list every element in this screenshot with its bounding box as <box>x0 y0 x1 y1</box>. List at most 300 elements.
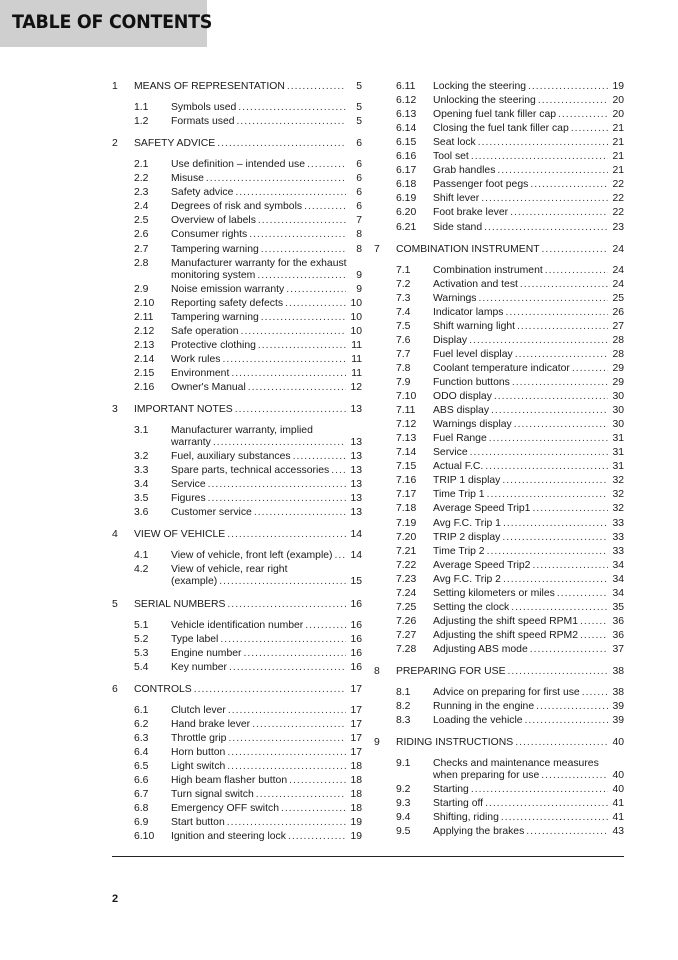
toc-entry-number: 7.21 <box>396 545 417 557</box>
toc-subsection-entry[interactable] <box>112 647 362 660</box>
toc-subsection-entry[interactable] <box>112 158 362 171</box>
toc-entry-number: 3.2 <box>134 451 149 463</box>
toc-dot-leader <box>510 206 608 219</box>
toc-entry-number: 6.5 <box>134 761 149 772</box>
toc-subsection-entry[interactable] <box>112 172 362 185</box>
toc-subsection-entry[interactable] <box>374 122 624 135</box>
toc-dot-leader <box>307 158 346 171</box>
toc-entry-label: Work rules <box>171 353 221 365</box>
toc-dot-leader <box>258 214 346 227</box>
toc-section-entry[interactable] <box>112 80 362 93</box>
toc-subsection-entry[interactable] <box>374 94 624 107</box>
toc-entry-label: Safe operation <box>171 325 239 337</box>
toc-entry-page: 18 <box>350 803 362 815</box>
toc-section-entry[interactable] <box>112 683 362 696</box>
toc-entry-number: 2.6 <box>134 229 149 241</box>
toc-entry-label: Tampering warning <box>171 311 259 323</box>
toc-dot-leader <box>286 283 346 296</box>
toc-entry-number: 4.2 <box>134 564 149 576</box>
toc-subsection-entry[interactable] <box>374 601 624 614</box>
toc-entry-label: Adjusting ABS mode <box>433 643 528 655</box>
toc-entry-label: Warnings <box>433 292 477 304</box>
toc-entry-label: Avg F.C. Trip 1 <box>433 517 501 529</box>
toc-entry-number: 2.5 <box>134 215 149 227</box>
toc-entry-label: Customer service <box>171 507 252 519</box>
toc-entry-page: 9 <box>356 283 362 295</box>
toc-entry-page: 32 <box>612 503 624 515</box>
toc-entry-page: 19 <box>612 81 624 92</box>
toc-entry-label: Average Speed Trip1 <box>433 503 531 515</box>
toc-entry-number: 6.2 <box>134 718 149 730</box>
toc-entry-number: 7.14 <box>396 447 417 459</box>
toc-entry-number: 6.19 <box>396 193 417 205</box>
toc-entry-number: 2.16 <box>134 381 155 393</box>
toc-dot-leader <box>515 736 608 749</box>
toc-entry-page: 19 <box>350 817 362 829</box>
toc-entry-page: 22 <box>612 179 624 191</box>
toc-entry-number: 6.20 <box>396 207 417 219</box>
toc-subsection-entry[interactable] <box>112 353 362 366</box>
toc-section-entry[interactable] <box>112 137 362 150</box>
toc-subsection-entry[interactable] <box>374 264 624 277</box>
toc-entry-label: TRIP 1 display <box>433 475 501 487</box>
toc-entry-page: 20 <box>612 109 624 121</box>
toc-subsection-entry[interactable] <box>112 506 362 519</box>
toc-subsection-entry[interactable] <box>374 178 624 191</box>
toc-entry-page: 33 <box>612 531 624 543</box>
toc-subsection-entry[interactable] <box>112 830 362 843</box>
toc-subsection-entry[interactable] <box>374 136 624 149</box>
toc-subsection-entry[interactable] <box>374 221 624 234</box>
toc-subsection-entry[interactable] <box>374 292 624 305</box>
toc-entry-page: 32 <box>612 489 624 501</box>
toc-dot-leader <box>514 418 608 431</box>
toc-dot-leader <box>536 700 608 713</box>
toc-dot-leader <box>538 94 608 107</box>
toc-entry-page: 38 <box>612 666 624 677</box>
toc-entry-number: 5.4 <box>134 661 149 673</box>
toc-entry-number: 6.16 <box>396 151 417 163</box>
toc-subsection-entry[interactable] <box>112 492 362 505</box>
toc-entry-page: 5 <box>356 81 362 92</box>
toc-entry-number: 2.11 <box>134 311 154 323</box>
toc-dot-leader <box>542 243 608 256</box>
toc-dot-leader <box>256 788 346 801</box>
toc-entry-label: Grab handles <box>433 165 496 177</box>
toc-entry-label: Manufacturer warranty for the exhaust <box>171 257 347 269</box>
toc-subsection-entry[interactable] <box>374 502 624 515</box>
toc-entry-number: 7.16 <box>396 475 417 487</box>
toc-entry-label: Protective clothing <box>171 339 256 351</box>
toc-subsection-entry[interactable] <box>112 325 362 338</box>
toc-entry-page: 13 <box>350 437 362 449</box>
toc-entry-label: Symbols used <box>171 102 237 114</box>
toc-subsection-entry[interactable] <box>374 278 624 291</box>
toc-subsection-entry[interactable] <box>112 228 362 241</box>
toc-dot-leader <box>227 816 346 829</box>
toc-entry-label: Shift lever <box>433 193 480 205</box>
toc-entry-page: 8 <box>356 229 362 241</box>
toc-entry-label: Passenger foot pegs <box>433 179 529 191</box>
toc-entry-number: 7.27 <box>396 629 417 641</box>
toc-subsection-entry[interactable] <box>112 101 362 114</box>
toc-entry-page: 12 <box>350 381 362 393</box>
toc-subsection-entry[interactable] <box>112 381 362 394</box>
toc-subsection-entry[interactable] <box>374 348 624 361</box>
toc-subsection-entry[interactable] <box>374 206 624 219</box>
toc-entry-label: Consumer rights <box>171 229 248 241</box>
toc-entry-number: 7.3 <box>396 292 411 304</box>
toc-entry-label: Starting <box>433 784 469 796</box>
toc-entry-number: 7.9 <box>396 377 411 388</box>
toc-subsection-entry[interactable] <box>112 200 362 213</box>
toc-entry-page: 22 <box>612 207 624 219</box>
toc-entry-number: 9 <box>374 737 380 749</box>
toc-entry-continuation[interactable] <box>374 769 624 782</box>
toc-entry-number: 7.17 <box>396 489 417 501</box>
toc-entry-page: 10 <box>350 297 362 309</box>
toc-entry-page: 23 <box>612 221 624 233</box>
toc-section-entry[interactable] <box>374 736 624 749</box>
toc-subsection-entry[interactable] <box>374 150 624 163</box>
toc-entry-label: SAFETY ADVICE <box>134 138 216 150</box>
toc-subsection-entry[interactable] <box>374 334 624 347</box>
toc-subsection-entry[interactable] <box>374 376 624 389</box>
toc-entry-page: 34 <box>612 573 624 585</box>
toc-entry-number: 2.4 <box>134 201 149 213</box>
toc-entry-page: 10 <box>350 311 362 323</box>
toc-dot-leader <box>471 783 608 796</box>
toc-entry-page: 16 <box>350 598 362 610</box>
toc-subsection-entry[interactable] <box>374 700 624 713</box>
toc-dot-leader <box>503 517 608 530</box>
toc-dot-leader <box>470 446 608 459</box>
toc-subsection-entry[interactable] <box>112 732 362 745</box>
toc-subsection-entry[interactable] <box>374 446 624 459</box>
toc-entry-label: Use definition – intended use <box>171 159 306 171</box>
toc-entry-number: 2.7 <box>134 243 149 255</box>
toc-dot-leader <box>541 769 608 782</box>
toc-entry-page: 33 <box>612 545 624 557</box>
toc-section-entry[interactable] <box>374 243 624 256</box>
toc-dot-leader <box>249 228 346 241</box>
toc-entry-label: Shift warning light <box>433 320 516 332</box>
toc-subsection-entry[interactable] <box>374 474 624 487</box>
toc-entry-number: 7.22 <box>396 559 417 571</box>
toc-dot-leader <box>520 278 608 291</box>
toc-subsection-entry[interactable] <box>374 306 624 319</box>
toc-entry-page: 34 <box>612 587 624 599</box>
toc-entry-page: 36 <box>612 615 624 627</box>
toc-dot-leader <box>238 101 346 114</box>
toc-entry-label: MEANS OF REPRESENTATION <box>134 81 285 92</box>
toc-subsection-entry[interactable] <box>374 390 624 403</box>
toc-entry-page: 17 <box>350 746 362 758</box>
toc-entry-label: ABS display <box>433 405 490 417</box>
toc-subsection-entry[interactable] <box>374 797 624 810</box>
toc-entry-page: 27 <box>612 320 624 332</box>
toc-entry-number: 7.18 <box>396 503 417 515</box>
toc-subsection-entry[interactable] <box>374 488 624 501</box>
toc-subsection-entry[interactable] <box>374 643 624 656</box>
toc-subsection-entry[interactable] <box>374 80 624 93</box>
toc-entry-label: Actual F.C. <box>433 461 484 473</box>
toc-subsection-entry[interactable] <box>112 760 362 773</box>
toc-entry-label: Degrees of risk and symbols <box>171 201 303 213</box>
toc-entry-number: 2.8 <box>134 257 149 269</box>
toc-entry-number: 2.1 <box>134 159 149 171</box>
toc-subsection-entry[interactable] <box>112 186 362 199</box>
toc-dot-leader <box>227 528 346 541</box>
toc-subsection-entry[interactable] <box>374 825 624 838</box>
toc-subsection-entry[interactable] <box>374 164 624 177</box>
toc-entry-label: Running in the engine <box>433 701 535 713</box>
toc-dot-leader <box>304 200 346 213</box>
toc-subsection-entry[interactable] <box>374 686 624 699</box>
toc-subsection-entry[interactable] <box>112 450 362 463</box>
toc-dot-leader <box>485 797 608 810</box>
toc-entry-page: 11 <box>351 367 362 379</box>
toc-entry-number: 7.5 <box>396 320 411 332</box>
toc-entry-number: 7.7 <box>396 348 411 360</box>
toc-dot-leader <box>285 297 346 310</box>
toc-entry-page: 21 <box>612 137 624 149</box>
toc-entry-continuation[interactable] <box>112 436 362 449</box>
toc-section-entry[interactable] <box>374 665 624 678</box>
toc-subsection-entry[interactable] <box>112 802 362 815</box>
toc-subsection-entry[interactable] <box>112 704 362 717</box>
toc-entry-number: 2.12 <box>134 325 155 337</box>
toc-entry-number: 8.2 <box>396 701 411 713</box>
toc-entry-label: RIDING INSTRUCTIONS <box>396 737 514 749</box>
toc-entry-label: IMPORTANT NOTES <box>134 404 233 415</box>
toc-entry-number: 6.10 <box>134 831 155 843</box>
toc-dot-leader <box>206 172 346 185</box>
toc-subsection-entry[interactable] <box>374 587 624 600</box>
toc-dot-leader <box>503 573 608 586</box>
toc-subsection-entry[interactable] <box>374 517 624 530</box>
toc-subsection-entry[interactable] <box>112 311 362 324</box>
toc-dot-leader <box>525 714 608 727</box>
toc-dot-leader <box>545 264 608 277</box>
toc-entry-label: Service <box>433 447 468 459</box>
toc-entry-number: 7.20 <box>396 531 417 543</box>
toc-entry-number: 7.19 <box>396 517 417 529</box>
toc-entry-page: 26 <box>612 306 624 318</box>
toc-subsection-entry[interactable] <box>374 545 624 558</box>
toc-entry-label: Horn button <box>171 746 226 758</box>
toc-entry-label: Turn signal switch <box>171 789 254 801</box>
toc-subsection-entry[interactable] <box>374 320 624 333</box>
toc-entry-label: Fuel level display <box>433 348 513 360</box>
toc-entry-number: 9.4 <box>396 812 411 824</box>
toc-entry-label: (example) <box>171 576 218 588</box>
toc-entry-label: Coolant temperature indicator <box>433 362 570 374</box>
toc-entry-label: Ignition and steering lock <box>171 831 286 843</box>
toc-entry-page: 16 <box>350 661 362 673</box>
toc-entry-continuation[interactable] <box>112 575 362 588</box>
toc-entry-number: 2.13 <box>134 339 155 351</box>
toc-dot-leader <box>580 615 608 628</box>
toc-subsection-entry[interactable] <box>374 531 624 544</box>
toc-entry-number: 1.1 <box>134 102 149 114</box>
toc-dot-leader <box>494 390 608 403</box>
toc-subsection-entry[interactable] <box>112 283 362 296</box>
toc-dot-leader <box>511 601 608 614</box>
toc-subsection-entry[interactable] <box>374 629 624 642</box>
toc-entry-number: 7.10 <box>396 391 417 403</box>
toc-entry-page: 41 <box>612 812 624 824</box>
toc-dot-leader <box>257 269 346 282</box>
toc-subsection-entry[interactable] <box>112 774 362 787</box>
toc-entry-page: 16 <box>350 647 362 659</box>
toc-dot-leader <box>288 830 346 843</box>
toc-subsection-entry[interactable] <box>374 811 624 824</box>
toc-subsection-entry[interactable] <box>112 788 362 801</box>
toc-subsection-entry[interactable] <box>374 404 624 417</box>
toc-subsection-entry[interactable] <box>112 367 362 380</box>
toc-dot-leader <box>208 492 346 505</box>
toc-subsection-entry[interactable] <box>374 418 624 431</box>
toc-subsection-entry[interactable] <box>112 214 362 227</box>
toc-dot-leader <box>571 122 608 135</box>
toc-dot-leader <box>469 334 608 347</box>
toc-entry-number: 7.1 <box>396 264 411 276</box>
toc-entry-page: 17 <box>350 732 362 744</box>
toc-subsection-entry[interactable] <box>374 460 624 473</box>
toc-dot-leader <box>528 80 608 93</box>
toc-entry-number: 7.6 <box>396 334 411 346</box>
toc-dot-leader <box>532 559 608 572</box>
toc-entry-number: 2.9 <box>134 283 149 295</box>
toc-subsection-entry[interactable] <box>374 108 624 121</box>
toc-dot-leader <box>231 367 346 380</box>
toc-subsection-entry[interactable] <box>374 362 624 375</box>
toc-subsection-entry[interactable] <box>112 464 362 477</box>
toc-subsection-entry[interactable] <box>112 549 362 562</box>
toc-subsection-entry[interactable] <box>374 559 624 572</box>
toc-subsection-entry[interactable] <box>374 432 624 445</box>
toc-subsection-entry[interactable] <box>112 339 362 352</box>
toc-entry-label: Environment <box>171 367 230 379</box>
toc-dot-leader <box>194 683 346 696</box>
page-title: TABLE OF CONTENTS <box>12 11 213 33</box>
toc-entry-number: 3.6 <box>134 507 149 519</box>
toc-entry-label: VIEW OF VEHICLE <box>134 529 226 541</box>
toc-entry-number: 3.4 <box>134 479 149 491</box>
toc-entry-page: 39 <box>612 715 624 727</box>
toc-entry-number: 7.8 <box>396 362 411 374</box>
toc-subsection-entry[interactable] <box>374 615 624 628</box>
toc-dot-leader <box>261 311 346 324</box>
toc-subsection-entry[interactable] <box>112 661 362 674</box>
toc-entry-page: 43 <box>612 826 624 838</box>
toc-entry-number: 6.12 <box>396 95 417 107</box>
toc-entry-number: 1 <box>112 81 118 92</box>
toc-entry-label: Tool set <box>433 151 469 163</box>
toc-subsection-entry[interactable] <box>112 297 362 310</box>
toc-entry-page: 13 <box>350 451 362 463</box>
toc-section-entry[interactable] <box>112 598 362 611</box>
toc-entry-page: 29 <box>612 377 624 388</box>
toc-subsection-entry[interactable] <box>112 633 362 646</box>
toc-subsection-entry[interactable] <box>374 192 624 205</box>
toc-entry-number: 2.15 <box>134 367 155 379</box>
toc-entry-label: Noise emission warranty <box>171 283 285 295</box>
toc-dot-leader <box>530 178 608 191</box>
toc-entry-number: 8 <box>374 666 380 677</box>
toc-subsection-entry[interactable] <box>112 816 362 829</box>
toc-entry-number: 6.11 <box>396 81 416 92</box>
toc-dot-leader <box>227 746 346 759</box>
toc-entry-label: Time Trip 2 <box>433 545 485 557</box>
toc-entry-label: Adjusting the shift speed RPM2 <box>433 629 578 641</box>
toc-subsection-entry[interactable] <box>374 573 624 586</box>
toc-dot-leader <box>208 478 346 491</box>
toc-dot-leader <box>289 774 346 787</box>
toc-subsection-entry[interactable] <box>374 783 624 796</box>
toc-dot-leader <box>502 531 608 544</box>
toc-dot-leader <box>485 460 608 473</box>
toc-dot-leader <box>305 619 346 632</box>
toc-dot-leader <box>248 381 346 394</box>
toc-section-entry[interactable] <box>112 403 362 416</box>
toc-entry-label: Manufacturer warranty, implied <box>171 425 313 437</box>
toc-entry-page: 31 <box>612 433 624 445</box>
toc-entry-label: Engine number <box>171 647 242 659</box>
toc-dot-leader <box>484 221 608 234</box>
toc-entry-number: 4 <box>112 529 118 541</box>
toc-dot-leader <box>558 108 608 121</box>
toc-entry-number: 7.25 <box>396 601 417 613</box>
toc-entry-page: 21 <box>612 151 624 163</box>
toc-entry-label: Function buttons <box>433 377 510 388</box>
toc-subsection-entry[interactable] <box>112 115 362 128</box>
toc-subsection-entry[interactable] <box>374 714 624 727</box>
toc-entry-number: 6.3 <box>134 732 149 744</box>
toc-entry-label: Time Trip 1 <box>433 489 485 501</box>
toc-subsection-entry[interactable] <box>112 619 362 632</box>
toc-subsection-entry[interactable] <box>112 718 362 731</box>
toc-entry-number: 6.6 <box>134 775 149 787</box>
toc-entry-number: 7.15 <box>396 461 417 473</box>
toc-entry-number: 5.1 <box>134 619 149 631</box>
toc-entry-label: Clutch lever <box>171 704 226 716</box>
toc-dot-leader <box>526 825 608 838</box>
toc-entry-number: 2.3 <box>134 187 149 199</box>
toc-entry-number: 1.2 <box>134 116 149 128</box>
toc-entry-page: 6 <box>356 187 362 199</box>
toc-entry-label: warranty <box>171 437 211 449</box>
toc-dot-leader <box>502 474 608 487</box>
toc-dot-leader <box>508 665 608 678</box>
toc-entry-label: Emergency OFF switch <box>171 803 279 815</box>
toc-entry-page: 18 <box>350 761 362 772</box>
toc-entry-number: 7.12 <box>396 419 417 431</box>
toc-subsection-entry[interactable] <box>112 243 362 256</box>
toc-entry-label: Overview of labels <box>171 215 256 227</box>
toc-subsection-entry[interactable] <box>112 746 362 759</box>
toc-entry-number: 2.2 <box>134 173 149 185</box>
toc-entry-label: Spare parts, technical accessories <box>171 465 330 477</box>
toc-subsection-entry[interactable] <box>112 478 362 491</box>
toc-entry-label: Setting the clock <box>433 601 510 613</box>
toc-dot-leader <box>293 450 346 463</box>
toc-entry-continuation[interactable] <box>112 269 362 282</box>
toc-section-entry[interactable] <box>112 528 362 541</box>
toc-entry-page: 24 <box>612 243 624 255</box>
page-number: 2 <box>112 893 119 905</box>
